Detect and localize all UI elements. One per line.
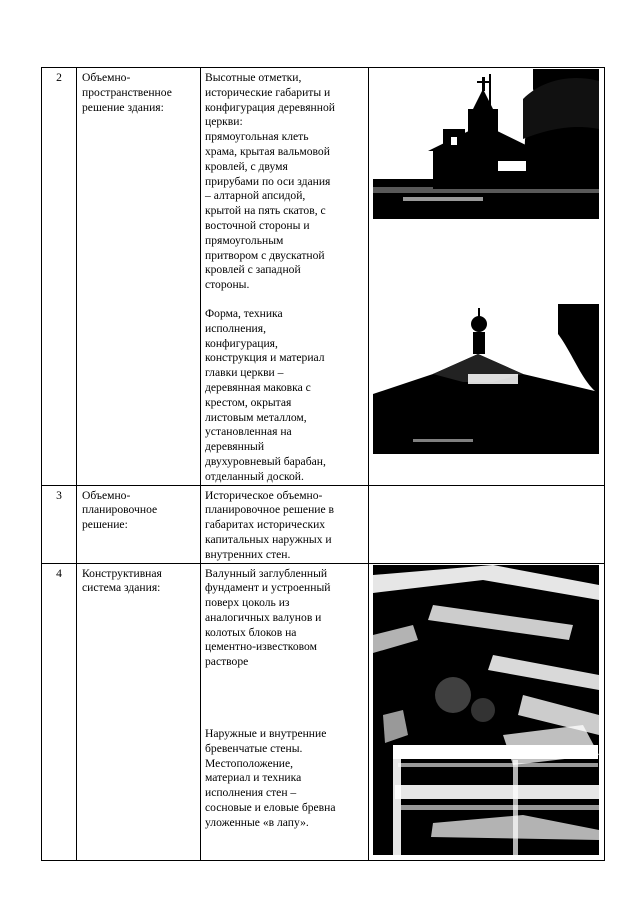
- description-part: Валунный заглубленный фундамент и устроенный поверх цоколь из аналогичных валунов и колотых блоков на цементно-известковом растворе: [205, 566, 331, 669]
- element-name: Конструктивная система здания:: [77, 563, 201, 860]
- table-row: [42, 563, 605, 860]
- description-part: Форма, техника исполнения, конфигурация, конструкция и материал главки церкви – деревянная маковка с крестом, окрытая листовым металлом, установленная на деревянный двухуровневый барабан, отделанный доской.: [205, 306, 326, 483]
- row-number: 3: [42, 485, 77, 563]
- photo-cell: [369, 563, 605, 860]
- photo-cell: [369, 485, 605, 563]
- row-number: 2: [42, 68, 77, 486]
- photo-church-cupola: [373, 304, 599, 454]
- element-description: [201, 485, 369, 563]
- description-part: Высотные отметки, исторические габариты и конфигурация деревянной церкви: прямоугольная клеть храма, крытая вальмовой кровлей, с двумя прирубами по оси здания – алтарной апсидой, крытой на пять скатов, с восточной стороны и прямоугольным притвором с двускатной кровлей с западной стороны.: [205, 71, 335, 292]
- row-number: 4: [42, 563, 77, 860]
- photo-church-exterior: [373, 69, 599, 219]
- element-description: [201, 68, 369, 486]
- photo-foundation-log-walls: [373, 565, 599, 855]
- element-name: Объемно- пространственное решение здания:: [77, 68, 201, 486]
- element-description: [201, 563, 369, 860]
- element-name: Объемно- планировочное решение:: [77, 485, 201, 563]
- photo-cell: [369, 68, 605, 486]
- description-part: Наружные и внутренние бревенчатые стены. Местоположение, материал и техника исполнения стен – сосновые и еловые бревна уложенные «в лапу».: [205, 727, 336, 829]
- description-part: Историческое объемно- планировочное решение в габаритах исторических капитальных наружных и внутренних стен.: [205, 488, 334, 561]
- table-row: [42, 485, 605, 563]
- table-row: [42, 68, 605, 486]
- heritage-elements-table: [41, 67, 605, 861]
